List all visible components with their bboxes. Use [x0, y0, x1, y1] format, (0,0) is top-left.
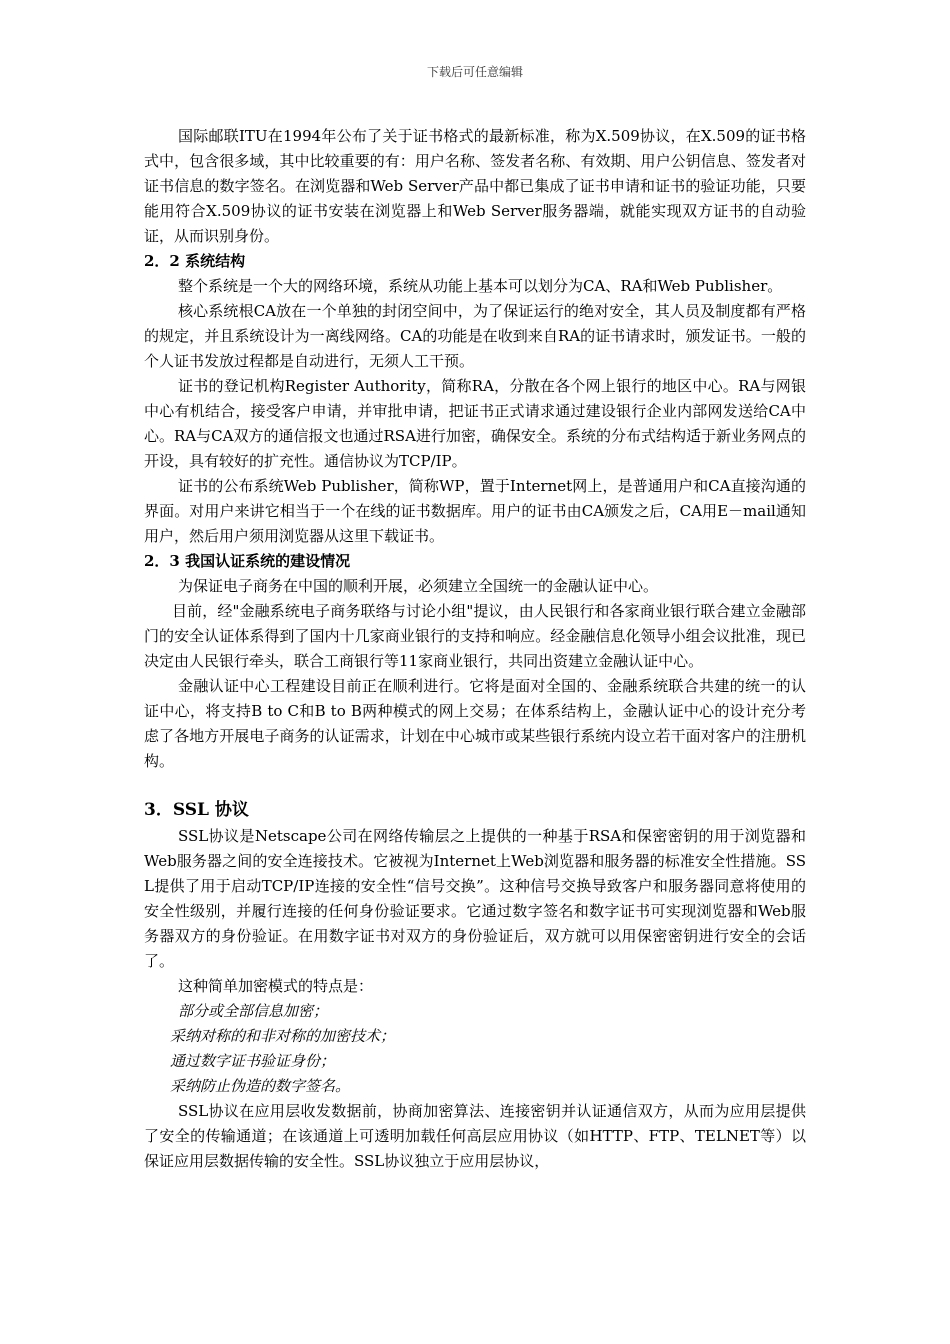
paragraph: 这种简单加密模式的特点是： — [178, 977, 374, 995]
paragraph: 整个系统是一个大的网络环境，系统从功能上基本可以划分为CA、RA和Web Publisher。 — [178, 277, 783, 295]
feature-list-item: 部分或全部信息加密； — [178, 1002, 329, 1020]
paragraph: 目前，经"金融系统电子商务联络与讨论小组"提议，由人民银行和各家商业银行联合建立金融部门的安全认证体系得到了国内十几家商业银行的支持和响应。经金融信息化领导小组会议批准，现已决定由人民银行牵头，联合工商银行等11家商业银行，共同出资建立金融认证中心。 — [144, 602, 806, 670]
feature-list-item: 采纳对称的和非对称的加密技术； — [170, 1027, 396, 1045]
paragraph: SSL协议是Netscape公司在网络传输层之上提供的一种基于RSA和保密密钥的用于浏览器和Web服务器之间的安全连接技术。它被视为Internet上Web浏览器和服务器的标准安全性措施。SSL提供了用于启动TCP/IP连接的安全性“信号交换”。这种信号交换导致客户和服务器同意将使用的安全性级别，并履行连接的任何身份验证要求。它通过数字签名和数字证书可实现浏览器和Web服务器双方的身份验证。在用数字证书对双方的身份验证后，双方就可以用保密密钥进行安全的会话了。 — [144, 827, 806, 970]
intro-paragraph: 国际邮联ITU在1994年公布了关于证书格式的最新标准，称为X.509协议，在X.509的证书格式中，包含很多域，其中比较重要的有：用户名称、签发者名称、有效期、用户公钥信息、签发者对证书信息的数字签名。在浏览器和Web Server产品中都已集成了证书申请和证书的验证功能，只要能用符合X.509协议的证书安装在浏览器上和Web Server服务器端，就能实现双方证书的自动验证，从而识别身份。 — [144, 127, 806, 245]
document-body — [144, 124, 806, 1174]
page-header: 下载后可任意编辑 — [426, 65, 523, 79]
section-heading-2-3: 2．3 我国认证系统的建设情况 — [144, 552, 351, 570]
feature-list-item: 通过数字证书验证身份； — [170, 1052, 336, 1070]
section-heading-3: 3．SSL 协议 — [144, 800, 249, 820]
paragraph: SSL协议在应用层收发数据前，协商加密算法、连接密钥并认证通信双方，从而为应用层提供了安全的传输通道；在该通道上可透明加载任何高层应用协议（如HTTP、FTP、TELNET等）以保证应用层数据传输的安全性。SSL协议独立于应用层协议， — [144, 1102, 806, 1170]
paragraph: 证书的公布系统Web Publisher，简称WP，置于Internet网上，是普通用户和CA直接沟通的界面。对用户来讲它相当于一个在线的证书数据库。用户的证书由CA颁发之后，CA用E－mail通知用户，然后用户须用浏览器从这里下载证书。 — [144, 477, 806, 545]
section-heading-2-2: 2．2 系统结构 — [144, 252, 246, 270]
paragraph: 证书的登记机构Register Authority，简称RA，分散在各个网上银行的地区中心。RA与网银中心有机结合，接受客户申请，并审批申请，把证书正式请求通过建设银行企业内部网发送给CA中心。RA与CA双方的通信报文也通过RSA进行加密，确保安全。系统的分布式结构适于新业务网点的开设，具有较好的扩充性。通信协议为TCP/IP。 — [144, 377, 806, 470]
paragraph: 核心系统根CA放在一个单独的封闭空间中，为了保证运行的绝对安全，其人员及制度都有严格的规定，并且系统设计为一离线网络。CA的功能是在收到来自RA的证书请求时，颁发证书。一般的个人证书发放过程都是自动进行，无须人工干预。 — [144, 302, 806, 370]
feature-list-item: 采纳防止伪造的数字签名。 — [170, 1077, 351, 1095]
paragraph: 金融认证中心工程建设目前正在顺利进行。它将是面对全国的、金融系统联合共建的统一的认证中心，将支持B to C和B to B两种模式的网上交易；在体系结构上，金融认证中心的设计充分考虑了各地方开展电子商务的认证需求，计划在中心城市或某些银行系统内设立若干面对客户的注册机构。 — [144, 677, 806, 770]
paragraph: 为保证电子商务在中国的顺利开展，必须建立全国统一的金融认证中心。 — [178, 577, 659, 595]
